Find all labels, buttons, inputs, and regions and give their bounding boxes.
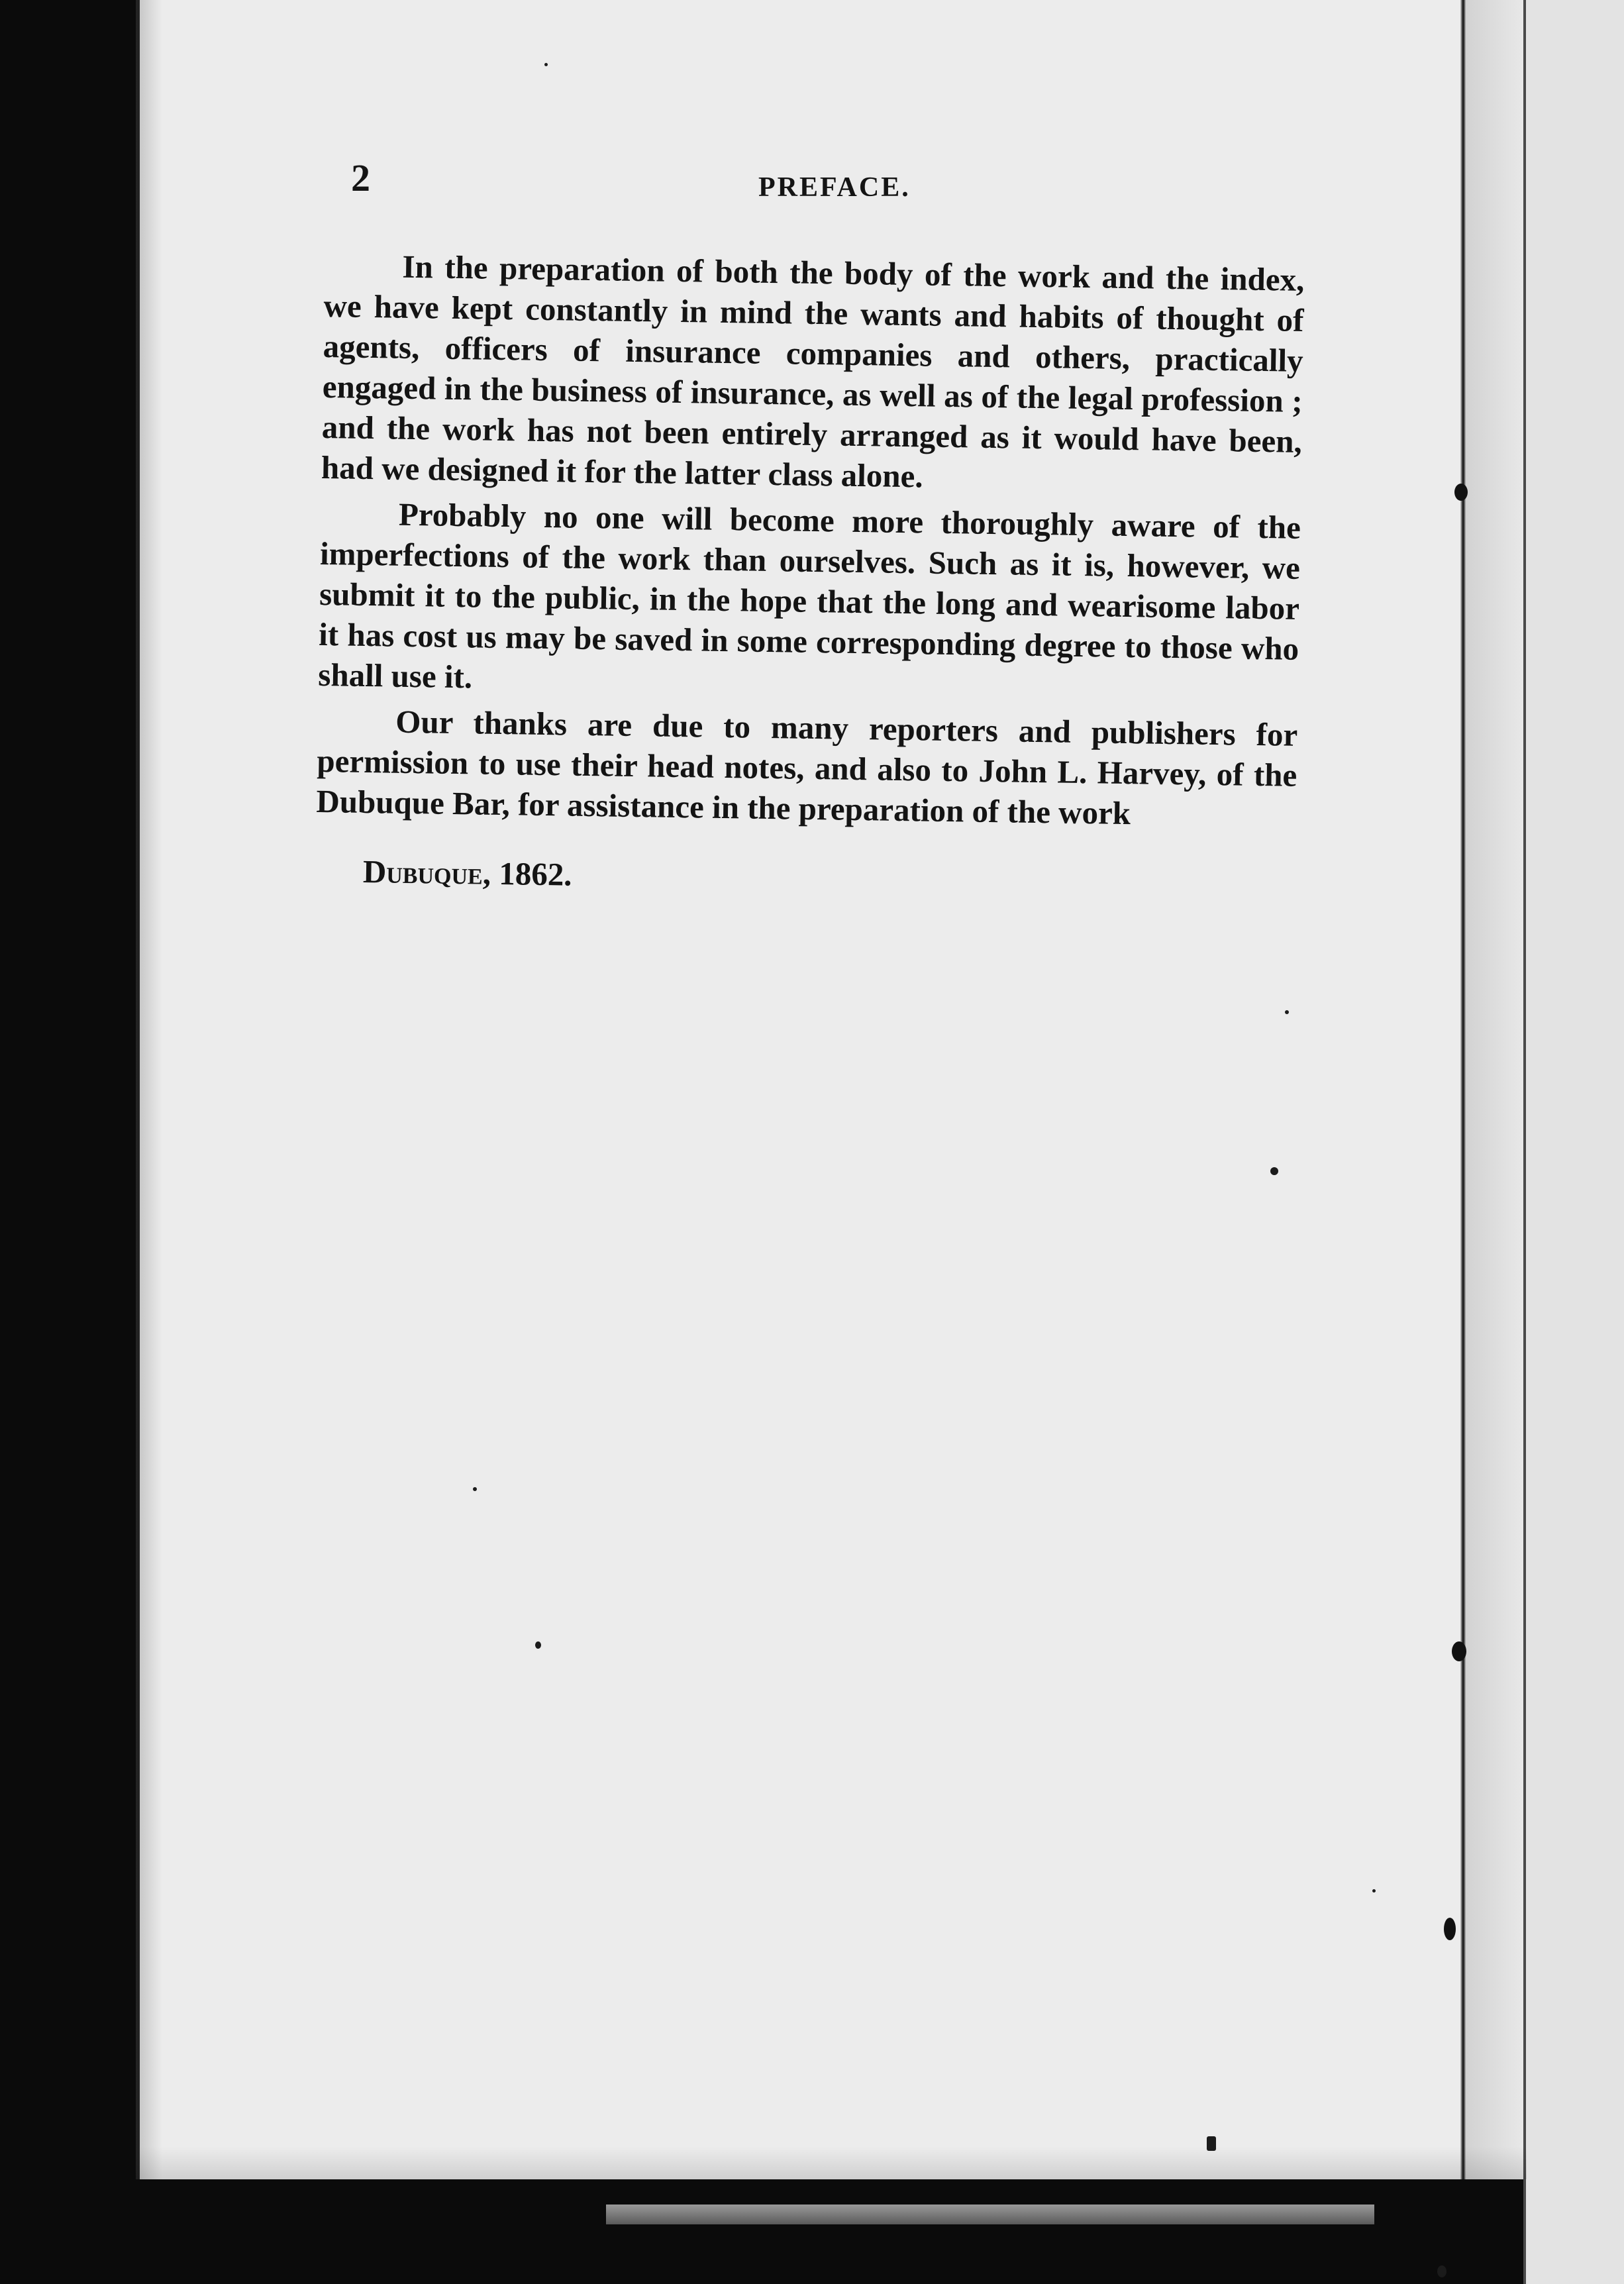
signature-place: Dubuque — [362, 853, 483, 892]
running-head: PREFACE. — [758, 172, 911, 203]
paper-speck — [544, 63, 548, 66]
preface-paragraph: In the preparation of both the body of the work and the index, we have kept constantly in mind the wants and habits of thought of agents, officers of insurance companies and others, practically engaged in the business of insurance, as well as of the legal profession ; and the work has not been entirely arranged as it would have been, had we designed it for the latter class alone. — [321, 248, 1305, 495]
preface-paragraph: Our thanks are due to many reporters and publishers for permission to use their head notes, and also to John L. Harvey, of the Dubuque Bar, for assistance in the preparation of the work — [316, 703, 1298, 832]
bottom-page-edge — [606, 2205, 1374, 2224]
paper-speck — [1207, 2136, 1216, 2151]
paper-speck — [473, 1487, 477, 1491]
bottom-scan-border — [0, 2179, 1523, 2284]
gutter-shadow — [1466, 0, 1523, 2179]
paper-speck — [1372, 1889, 1376, 1893]
left-scan-border — [0, 0, 136, 2284]
paper-speck — [535, 1641, 541, 1649]
preface-body — [315, 245, 1305, 906]
next-page-edge — [1523, 0, 1624, 2284]
paper-speck — [1437, 2265, 1446, 2277]
binding-line — [1460, 0, 1466, 2179]
binding-thread-knot — [1444, 1918, 1456, 1940]
signature-separator: , — [482, 855, 499, 892]
preface-paragraph: Probably no one will become more thoroughly aware of the imperfections of the work than ourselves. Such as it is, however, we submit it to the public, in the hope that the long and wearisome labor it has cost us may be saved in some corresponding degree to those who shall use it. — [317, 495, 1301, 696]
binding-thread-knot — [1454, 484, 1468, 501]
page-left-shadow — [136, 0, 162, 2179]
binding-thread-knot — [1452, 1641, 1466, 1661]
paper-speck — [1270, 1167, 1278, 1175]
signature-year: 1862. — [498, 855, 572, 893]
page-number: 2 — [351, 156, 370, 199]
paper-speck — [1285, 1010, 1289, 1014]
page-bottom-shadow — [136, 2146, 1527, 2179]
